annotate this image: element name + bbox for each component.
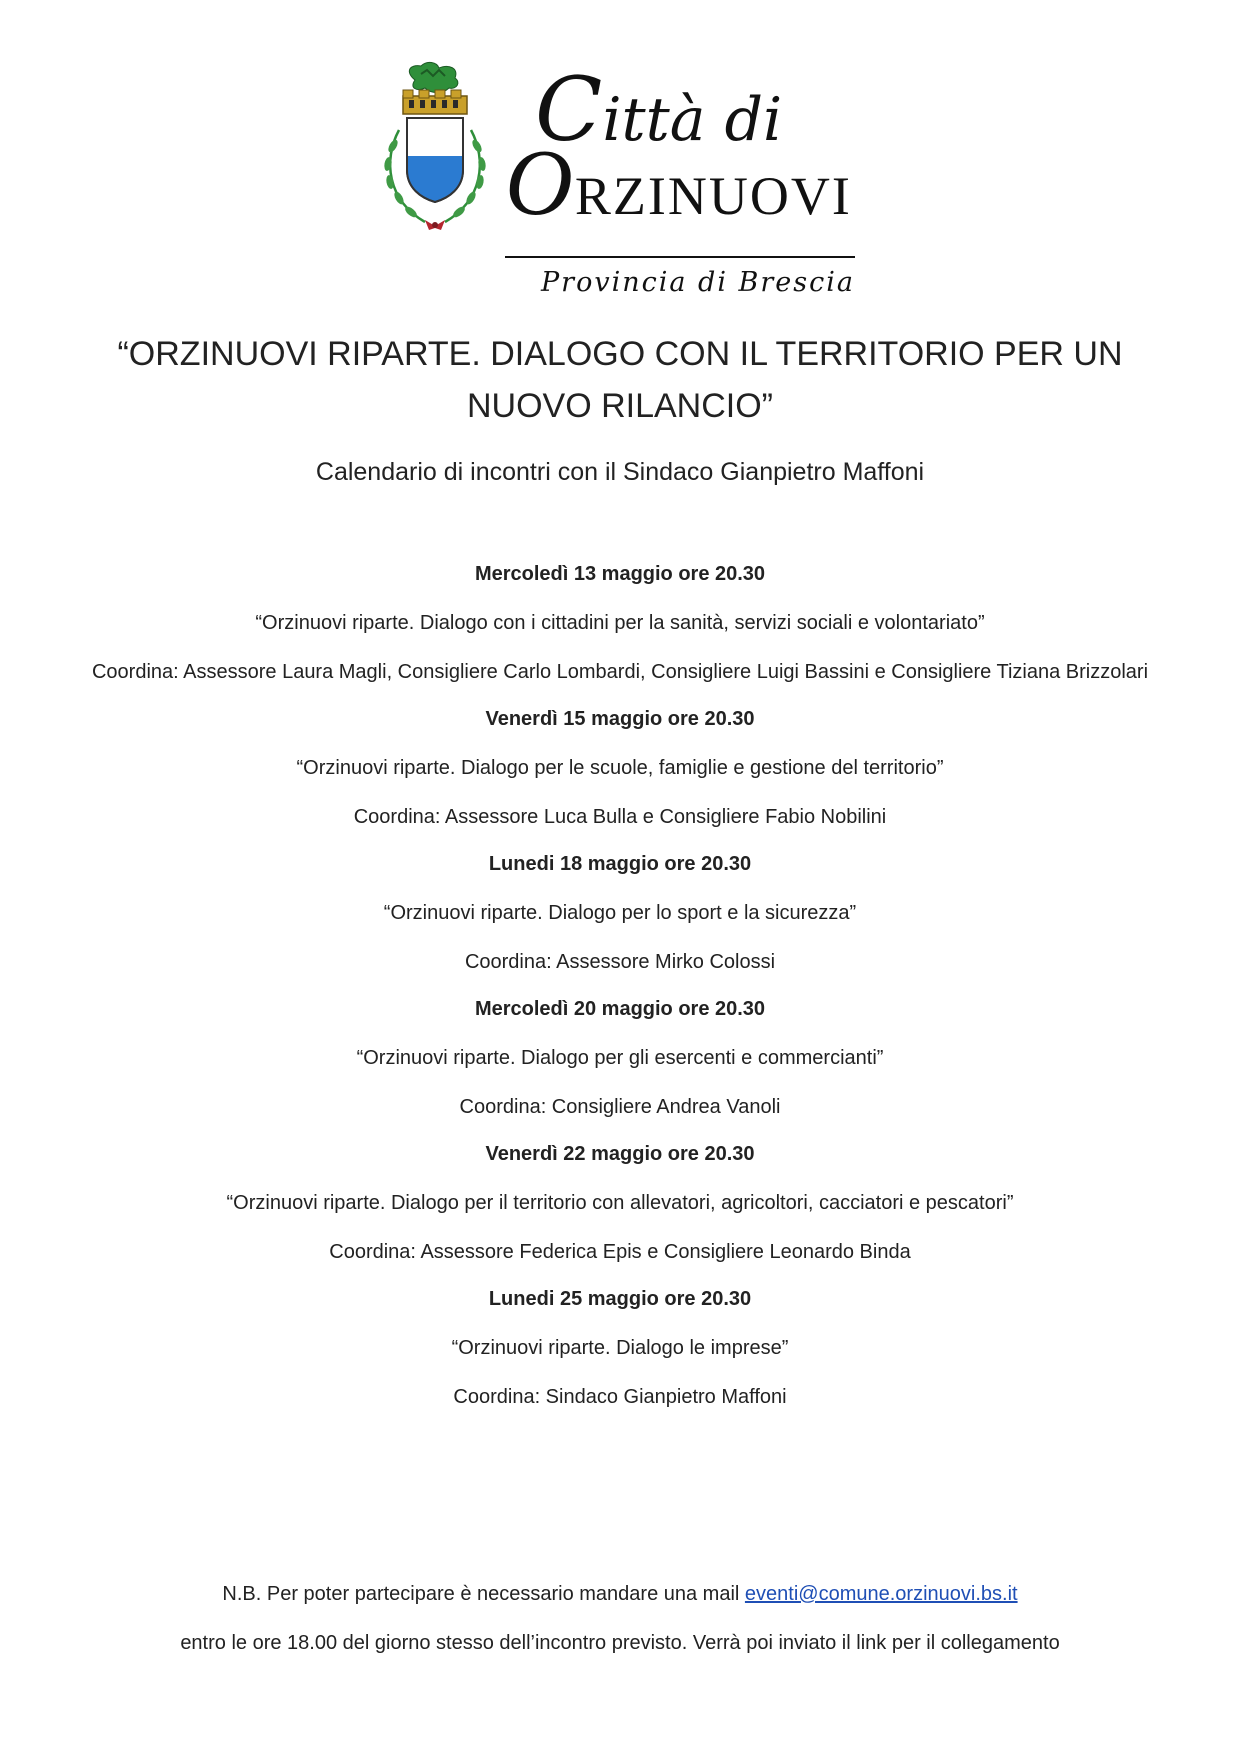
letterhead <box>375 58 855 298</box>
event-coordinators: Coordina: Consigliere Andrea Vanoli <box>459 1096 781 1118</box>
note-line-2: entro le ore 18.00 del giorno stesso dell’incontro previsto. Verrà poi inviato il link per il collegamento <box>180 1632 1060 1654</box>
city-wordmark <box>505 58 855 298</box>
event-topic: “Orzinuovi riparte. Dialogo per le scuole, famiglie e gestione del territorio” <box>296 757 944 779</box>
event-item <box>90 1140 1150 1267</box>
event-coordinators: Coordina: Assessore Mirko Colossi <box>464 951 776 973</box>
event-date: Mercoledì 13 maggio ore 20.30 <box>474 563 766 585</box>
event-date: Lunedi 18 maggio ore 20.30 <box>488 853 752 875</box>
note-line-1 <box>90 1580 1150 1608</box>
province-label: Provincia di Brescia <box>541 267 855 298</box>
note-text: N.B. Per poter partecipare è necessario mandare una mail <box>222 1583 745 1605</box>
city-name-label: ORZINUOVI <box>505 131 852 235</box>
event-topic: “Orzinuovi riparte. Dialogo per il territorio con allevatori, agricoltori, cacciatori e pescatori” <box>226 1192 1014 1214</box>
event-topic: “Orzinuovi riparte. Dialogo con i cittadini per la sanità, servizi sociali e volontariato” <box>255 612 985 634</box>
participation-note <box>90 1580 1150 1657</box>
event-date: Lunedi 25 maggio ore 20.30 <box>488 1288 752 1310</box>
coat-of-arms-icon <box>375 60 495 240</box>
event-item <box>90 995 1150 1122</box>
event-item <box>90 705 1150 832</box>
event-topic: “Orzinuovi riparte. Dialogo le imprese” <box>451 1337 789 1359</box>
document-subtitle: Calendario di incontri con il Sindaco Gianpietro Maffoni <box>315 458 925 486</box>
letterhead-divider <box>505 256 855 258</box>
event-coordinators: Coordina: Assessore Federica Epis e Consigliere Leonardo Binda <box>329 1241 911 1263</box>
email-link[interactable]: eventi@comune.orzinuovi.bs.it <box>744 1583 1018 1605</box>
event-schedule <box>90 560 1150 1430</box>
event-coordinators: Coordina: Assessore Laura Magli, Consigliere Carlo Lombardi, Consigliere Luigi Bassini e Consigliere Tiziana Brizzolari <box>91 661 1149 683</box>
event-coordinators: Coordina: Assessore Luca Bulla e Consigliere Fabio Nobilini <box>353 806 887 828</box>
event-topic: “Orzinuovi riparte. Dialogo per gli esercenti e commercianti” <box>356 1047 884 1069</box>
event-date: Venerdì 15 maggio ore 20.30 <box>485 708 755 730</box>
event-coordinators: Coordina: Sindaco Gianpietro Maffoni <box>453 1386 787 1408</box>
event-item <box>90 850 1150 977</box>
event-item <box>90 1285 1150 1412</box>
document-title: “ORZINUOVI RIPARTE. DIALOGO CON IL TERRITORIO PER UN NUOVO RILANCIO” <box>117 335 1123 425</box>
event-item <box>90 560 1150 687</box>
event-topic: “Orzinuovi riparte. Dialogo per lo sport e la sicurezza” <box>383 902 857 924</box>
event-date: Mercoledì 20 maggio ore 20.30 <box>474 998 766 1020</box>
event-date: Venerdì 22 maggio ore 20.30 <box>485 1143 755 1165</box>
citta-di-label: Città di <box>535 58 783 161</box>
